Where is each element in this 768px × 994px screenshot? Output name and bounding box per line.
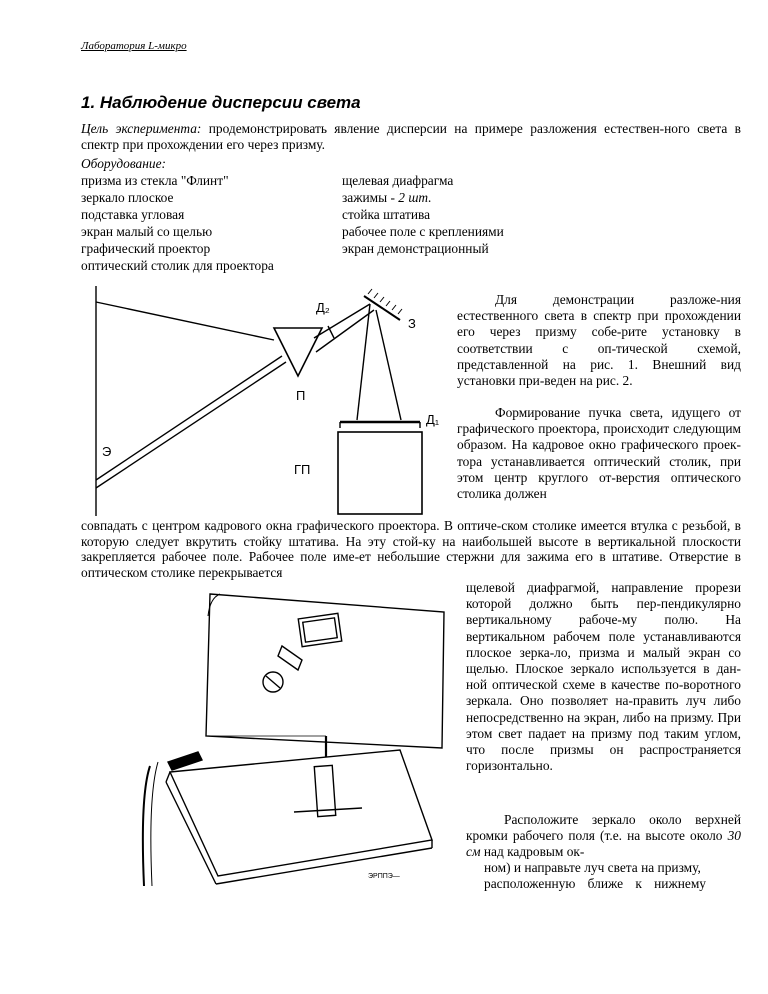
equipment-right-list	[342, 172, 504, 257]
label-e: Э	[102, 444, 112, 459]
optical-scheme-figure	[84, 280, 454, 520]
equipment-item: оптический столик для проектора	[81, 258, 274, 273]
equipment-item: зеркало плоское	[81, 190, 174, 205]
paragraph-4-tail: ном) и направьте луч света на призму, расположенную ближе к нижнему	[484, 860, 706, 892]
paragraph-2-column: Формирование пучка света, идущего от графического проектора, происходит следующим образом. На кадровое окно графического проек-тора устанавливается оптический столик, при этом центр круглого от-верстия оптического столика должен	[457, 405, 741, 502]
equipment-item: зажимы - 2 шт.	[342, 190, 432, 205]
goal-paragraph	[81, 121, 741, 152]
optical-table	[170, 750, 432, 876]
page-header: Лаборатория L-микро	[81, 40, 187, 52]
setup-photo-figure	[140, 586, 458, 886]
goal-label: Цель эксперимента:	[81, 121, 202, 136]
label-z: З	[408, 316, 416, 331]
equipment-label: Оборудование:	[81, 156, 166, 171]
label-d1: Д₁	[426, 412, 440, 427]
equipment-item: рабочее поле с креплениями	[342, 224, 504, 239]
goal-text: продемонстрировать явление дисперсии на примере разложения естествен-ного света в спектр при прохождении его через призму.	[81, 121, 741, 152]
projector-box	[338, 432, 422, 514]
equipment-item: экран демонстрационный	[342, 241, 489, 256]
equipment-item: щелевая диафрагма	[342, 173, 454, 188]
work-field-panel	[206, 594, 444, 748]
equipment-left-list	[81, 172, 274, 274]
equipment-item: призма из стекла "Флинт"	[81, 173, 229, 188]
label-d2: Д₂	[316, 300, 330, 315]
paragraph-2-full: совпадать с центром кадрового окна графического проектора. В оптиче-ском столике имеется втулка с резьбой, в которую следует вкрутить стойку штатива. На эту стой-ку на наибольшей высоте в вертикальной плоскости закрепляется рабочее поле. Рабочее поле име-ет небольшие стержни для зажима его в штативе. Отверстие в оптическом столике перекрывается	[81, 518, 741, 580]
paragraph-1: Для демонстрации разложе-ния естественного света в спектр при прохождении его через призму собе-рите установку в соответствии с оп-тической схемой, представленной на рис. 1. Внешний вид установки при-веден на рис. 2.	[457, 292, 741, 389]
label-p: П	[296, 388, 306, 403]
label-gp: ГП	[294, 462, 311, 477]
section-title: 1. Наблюдение дисперсии света	[81, 93, 361, 112]
paragraph-4: Расположите зеркало около верхней кромки рабочего поля (т.е. на высоте около 30 см над кадровым ок-	[466, 812, 741, 860]
paragraph-3: щелевой диафрагмой, направление прорези которой должно быть пер-пендикулярно вертикальному рабоче-му полю. На вертикальном рабочем поле устанавливаются плоское зерка-ло, призма и малый экран со щелью. Плоское зеркало используется в дан-ной оптической схеме в качестве по-воротного зеркала. Оно позволяет на-править луч либо непосредственно на экран, либо на призму. При этом свет падает на призму под таким углом, что после призмы он распространяется горизонтально.	[466, 580, 741, 774]
equipment-item: графический проектор	[81, 241, 211, 256]
equipment-item: экран малый со щелью	[81, 224, 213, 239]
photo-caption: ЭРППЭ—	[368, 873, 400, 880]
equipment-item: подставка угловая	[81, 207, 185, 222]
prism	[274, 328, 322, 376]
equipment-item: стойка штатива	[342, 207, 431, 222]
